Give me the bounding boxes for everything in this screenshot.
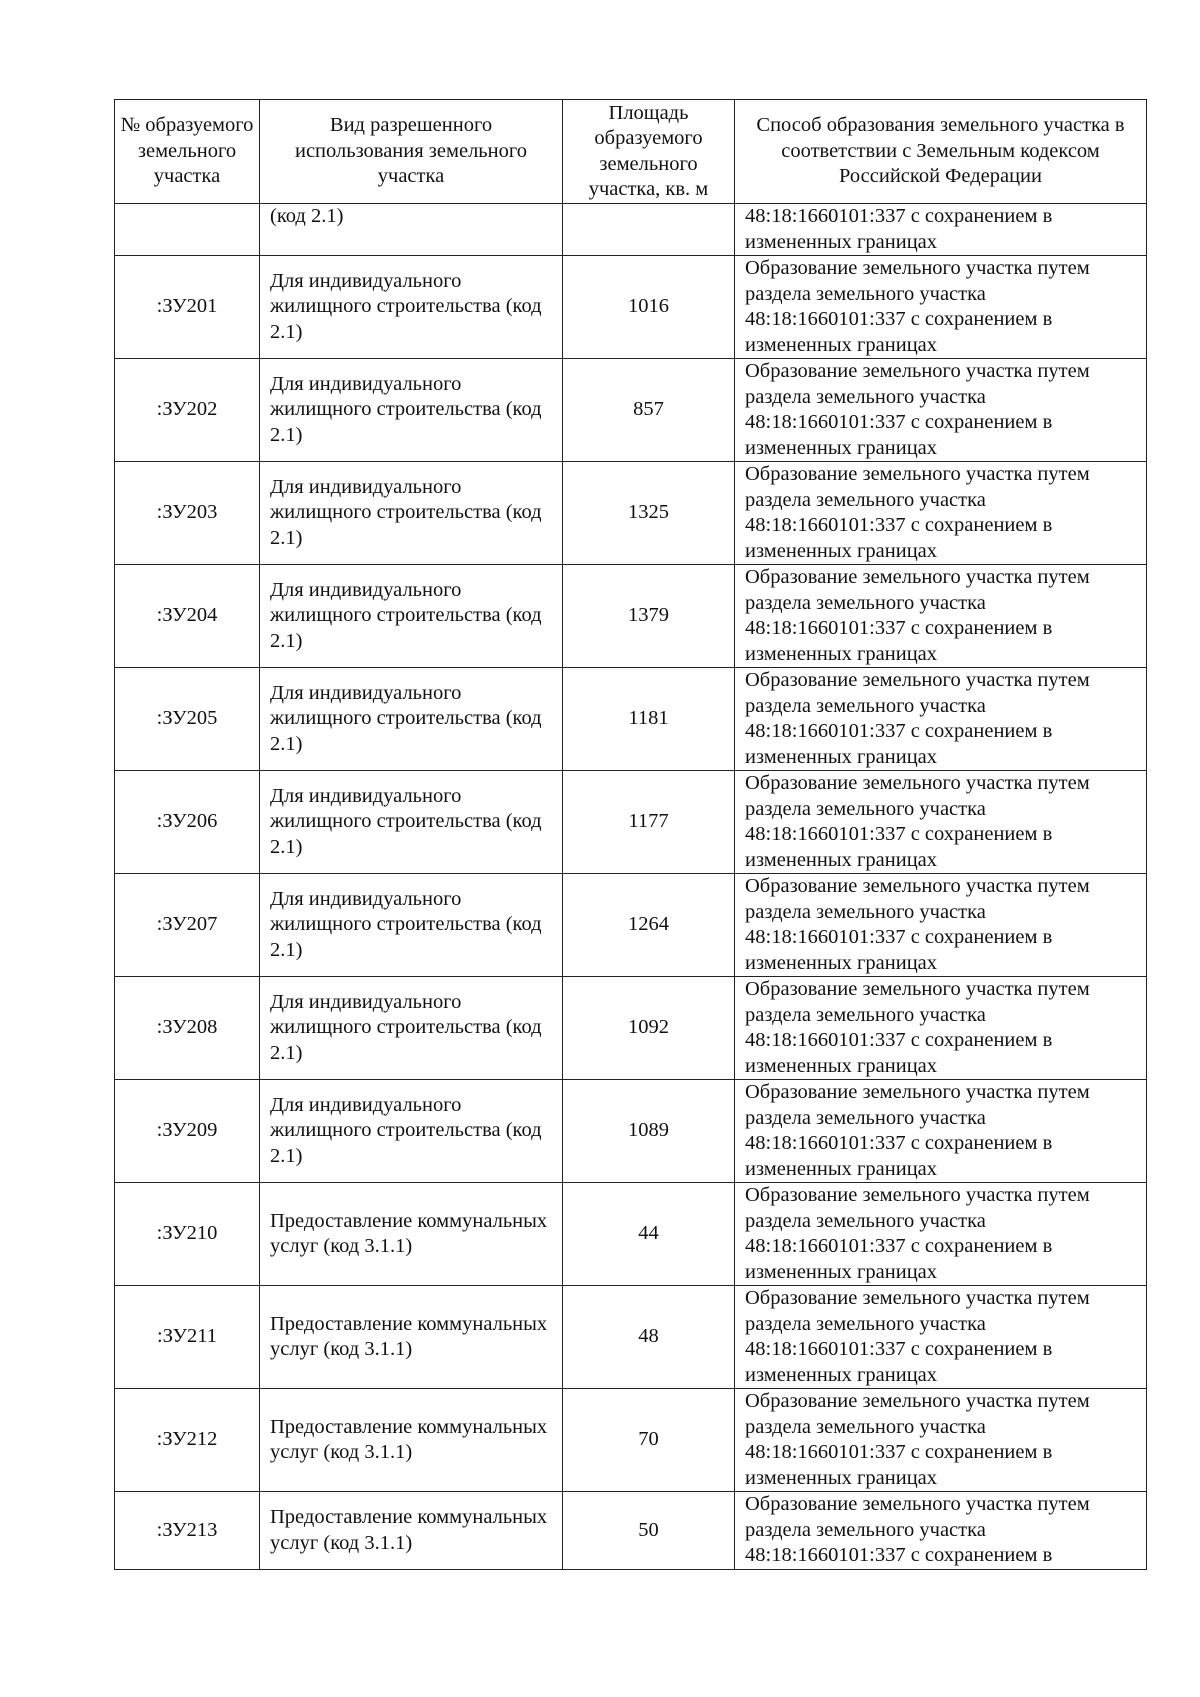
table-row xyxy=(115,977,1147,1080)
table-row xyxy=(115,565,1147,668)
table-row xyxy=(115,668,1147,771)
table-row xyxy=(115,256,1147,359)
cell-plot-id: :ЗУ208 xyxy=(115,977,260,1080)
cell-formation-method: Образование земельного участка путем раздела земельного участка 48:18:1660101:337 с сохранением в измененных границах xyxy=(735,565,1147,668)
cell-permitted-use: Предоставление коммунальных услуг (код 3.1.1) xyxy=(260,1492,563,1570)
cell-formation-method: Образование земельного участка путем раздела земельного участка 48:18:1660101:337 с сохранением в измененных границах xyxy=(735,359,1147,462)
cell-plot-id: :ЗУ213 xyxy=(115,1492,260,1570)
cell-plot-id: :ЗУ207 xyxy=(115,874,260,977)
cell-formation-method: Образование земельного участка путем раздела земельного участка 48:18:1660101:337 с сохранением в измененных границах xyxy=(735,874,1147,977)
table-row xyxy=(115,1183,1147,1286)
land-plots-table xyxy=(114,99,1147,1570)
cell-formation-method: Образование земельного участка путем раздела земельного участка 48:18:1660101:337 с сохранением в измененных границах xyxy=(735,1389,1147,1492)
cell-formation-method: Образование земельного участка путем раздела земельного участка 48:18:1660101:337 с сохранением в измененных границах xyxy=(735,668,1147,771)
cell-area: 1181 xyxy=(563,668,735,771)
cell-plot-id: :ЗУ211 xyxy=(115,1286,260,1389)
cell-permitted-use: Предоставление коммунальных услуг (код 3.1.1) xyxy=(260,1389,563,1492)
cell-formation-method: 48:18:1660101:337 с сохранением в измененных границах xyxy=(735,204,1147,256)
cell-area: 1177 xyxy=(563,771,735,874)
header-plot-number: № образуемого земельного участка xyxy=(115,100,260,204)
header-area: Площадь образуемого земельного участка, кв. м xyxy=(563,100,735,204)
table-row xyxy=(115,359,1147,462)
cell-plot-id xyxy=(115,204,260,256)
cell-formation-method: Образование земельного участка путем раздела земельного участка 48:18:1660101:337 с сохранением в измененных границах xyxy=(735,1286,1147,1389)
cell-formation-method: Образование земельного участка путем раздела земельного участка 48:18:1660101:337 с сохранением в измененных границах xyxy=(735,977,1147,1080)
table-row xyxy=(115,1080,1147,1183)
cell-area: 1089 xyxy=(563,1080,735,1183)
cell-area: 1264 xyxy=(563,874,735,977)
table-row xyxy=(115,462,1147,565)
cell-plot-id: :ЗУ212 xyxy=(115,1389,260,1492)
cell-formation-method: Образование земельного участка путем раздела земельного участка 48:18:1660101:337 с сохранением в измененных границах xyxy=(735,771,1147,874)
cell-area: 1379 xyxy=(563,565,735,668)
cell-formation-method: Образование земельного участка путем раздела земельного участка 48:18:1660101:337 с сохранением в измененных границах xyxy=(735,462,1147,565)
cell-formation-method: Образование земельного участка путем раздела земельного участка 48:18:1660101:337 с сохранением в измененных границах xyxy=(735,1183,1147,1286)
cell-permitted-use: Для индивидуального жилищного строительства (код 2.1) xyxy=(260,359,563,462)
cell-plot-id: :ЗУ203 xyxy=(115,462,260,565)
cell-permitted-use: Предоставление коммунальных услуг (код 3.1.1) xyxy=(260,1183,563,1286)
cell-formation-method: Образование земельного участка путем раздела земельного участка 48:18:1660101:337 с сохранением в измененных границах xyxy=(735,256,1147,359)
cell-permitted-use: Для индивидуального жилищного строительства (код 2.1) xyxy=(260,1080,563,1183)
cell-area xyxy=(563,204,735,256)
table-row xyxy=(115,771,1147,874)
cell-plot-id: :ЗУ205 xyxy=(115,668,260,771)
cell-plot-id: :ЗУ201 xyxy=(115,256,260,359)
cell-plot-id: :ЗУ202 xyxy=(115,359,260,462)
table-row xyxy=(115,1492,1147,1570)
cell-area: 857 xyxy=(563,359,735,462)
table-row xyxy=(115,1389,1147,1492)
cell-area: 70 xyxy=(563,1389,735,1492)
cell-area: 1325 xyxy=(563,462,735,565)
table-row xyxy=(115,874,1147,977)
cell-area: 48 xyxy=(563,1286,735,1389)
cell-permitted-use: Для индивидуального жилищного строительства (код 2.1) xyxy=(260,256,563,359)
cell-formation-method: Образование земельного участка путем раздела земельного участка 48:18:1660101:337 с сохранением в xyxy=(735,1492,1147,1570)
cell-permitted-use: Для индивидуального жилищного строительства (код 2.1) xyxy=(260,565,563,668)
cell-area: 1092 xyxy=(563,977,735,1080)
cell-permitted-use: Для индивидуального жилищного строительства (код 2.1) xyxy=(260,668,563,771)
header-permitted-use: Вид разрешенного использования земельного участка xyxy=(260,100,563,204)
header-formation-method: Способ образования земельного участка в соответствии с Земельным кодексом Российской Федерации xyxy=(735,100,1147,204)
cell-permitted-use: Для индивидуального жилищного строительства (код 2.1) xyxy=(260,977,563,1080)
cell-formation-method: Образование земельного участка путем раздела земельного участка 48:18:1660101:337 с сохранением в измененных границах xyxy=(735,1080,1147,1183)
cell-area: 50 xyxy=(563,1492,735,1570)
table-row xyxy=(115,1286,1147,1389)
cell-permitted-use: Предоставление коммунальных услуг (код 3.1.1) xyxy=(260,1286,563,1389)
cell-area: 44 xyxy=(563,1183,735,1286)
cell-plot-id: :ЗУ206 xyxy=(115,771,260,874)
table-row-continuation xyxy=(115,204,1147,256)
cell-plot-id: :ЗУ210 xyxy=(115,1183,260,1286)
cell-permitted-use: Для индивидуального жилищного строительства (код 2.1) xyxy=(260,874,563,977)
cell-permitted-use: Для индивидуального жилищного строительства (код 2.1) xyxy=(260,462,563,565)
table-header xyxy=(115,100,1147,204)
cell-plot-id: :ЗУ209 xyxy=(115,1080,260,1183)
cell-permitted-use: (код 2.1) xyxy=(260,204,563,256)
cell-plot-id: :ЗУ204 xyxy=(115,565,260,668)
cell-permitted-use: Для индивидуального жилищного строительства (код 2.1) xyxy=(260,771,563,874)
cell-area: 1016 xyxy=(563,256,735,359)
table-body xyxy=(115,204,1147,1570)
